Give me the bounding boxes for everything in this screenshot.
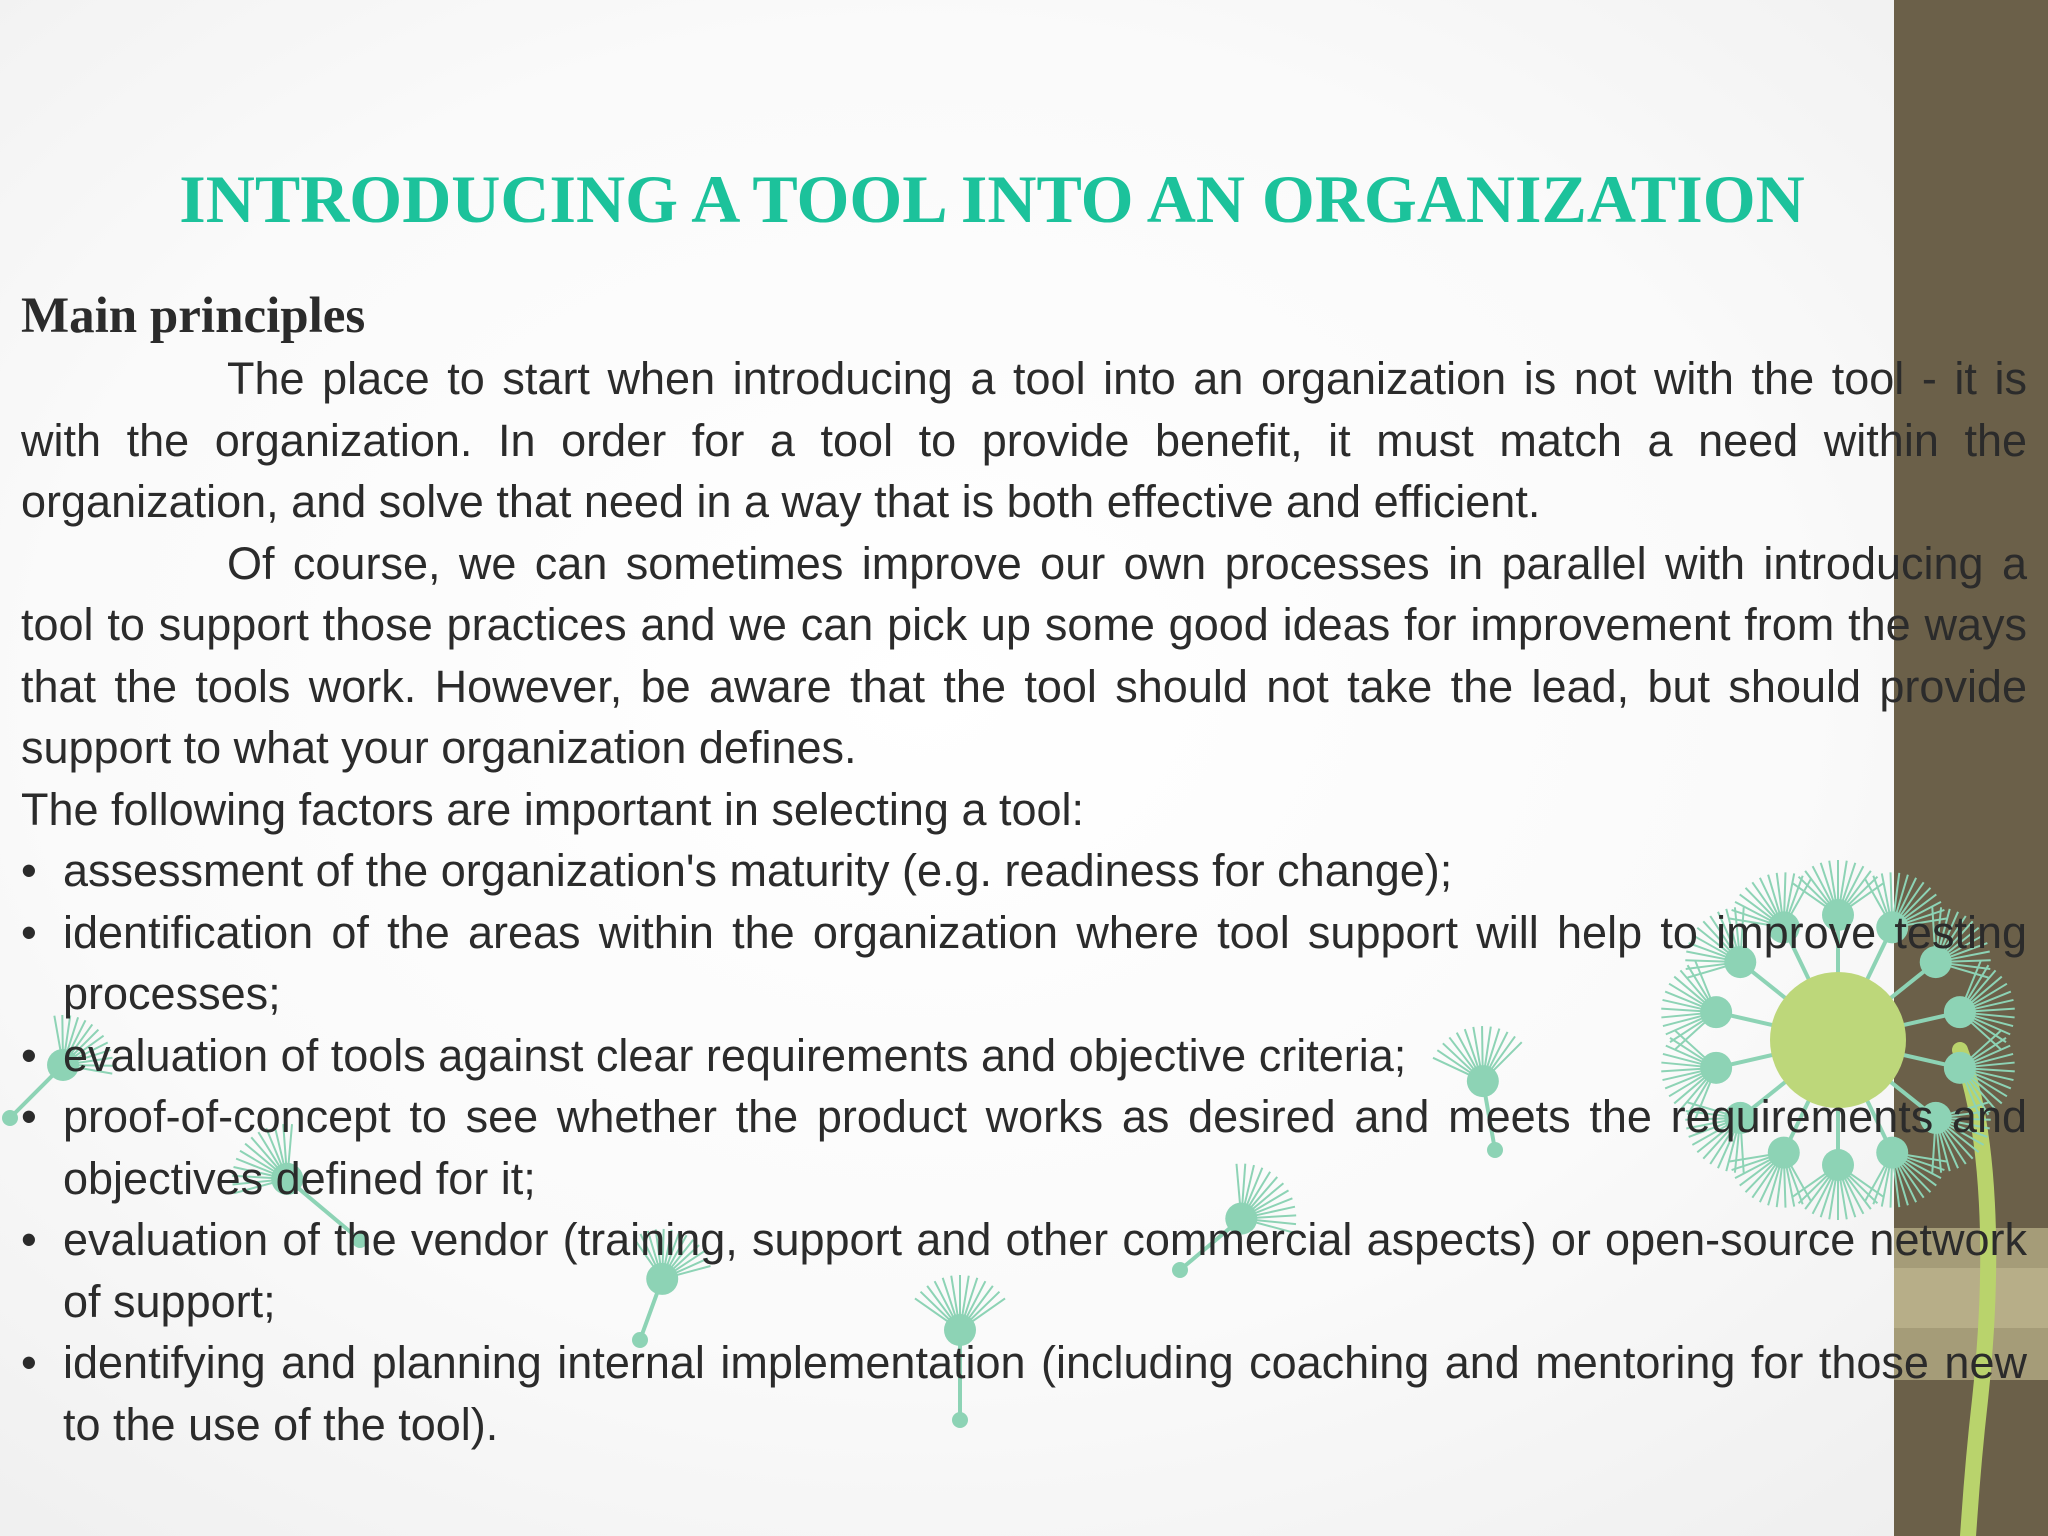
bullet-icon: • [21,845,37,896]
factor-text: proof-of-concept to see whether the product works as desired and meets the requirements and objectives defined for it; [63,1091,2027,1204]
bullet-icon: • [21,906,37,958]
slide-content [21,284,2027,1455]
factors-intro: The following factors are important in selecting a tool: [21,783,1085,835]
list-item [21,1332,2027,1455]
bullet-icon: • [21,1337,37,1388]
list-item [21,1025,2027,1087]
bullet-icon: • [21,1091,37,1142]
bullet-icon: • [21,1214,37,1265]
slide-title: INTRODUCING A TOOL INTO AN ORGANIZATION [179,161,1805,237]
factors-list [21,840,2027,1455]
list-item [21,902,2027,1025]
paragraph-1: The place to start when introducing a tool into an organization is not with the tool - it is with the organization. In order for a tool to provide benefit, it must match a need within the organization, and solve that need in a way that is both effective and efficient. [21,353,2027,527]
bullet-icon: • [21,1029,37,1081]
list-item [21,1086,2027,1209]
factor-text: identifying and planning internal implementation (including coaching and mentoring for those new to the use of the tool). [63,1337,2027,1450]
factor-text: identification of the areas within the organization where tool support will help to improve testing processes; [63,906,2027,1019]
list-item [21,840,2027,902]
factor-text: evaluation of tools against clear requirements and objective criteria; [63,1029,1407,1081]
section-heading: Main principles [21,288,366,344]
factor-text: assessment of the organization's maturity (e.g. readiness for change); [63,845,1453,896]
list-item [21,1209,2027,1332]
paragraph-2: Of course, we can sometimes improve our own processes in parallel with introducing a tool to support those practices and we can pick up some good ideas for improvement from the ways that the tools work. However, be aware that the tool should not take the lead, but should provide support to what your organization defines. [21,537,2027,773]
factor-text: evaluation of the vendor (training, support and other commercial aspects) or open-source network of support; [63,1214,2027,1327]
